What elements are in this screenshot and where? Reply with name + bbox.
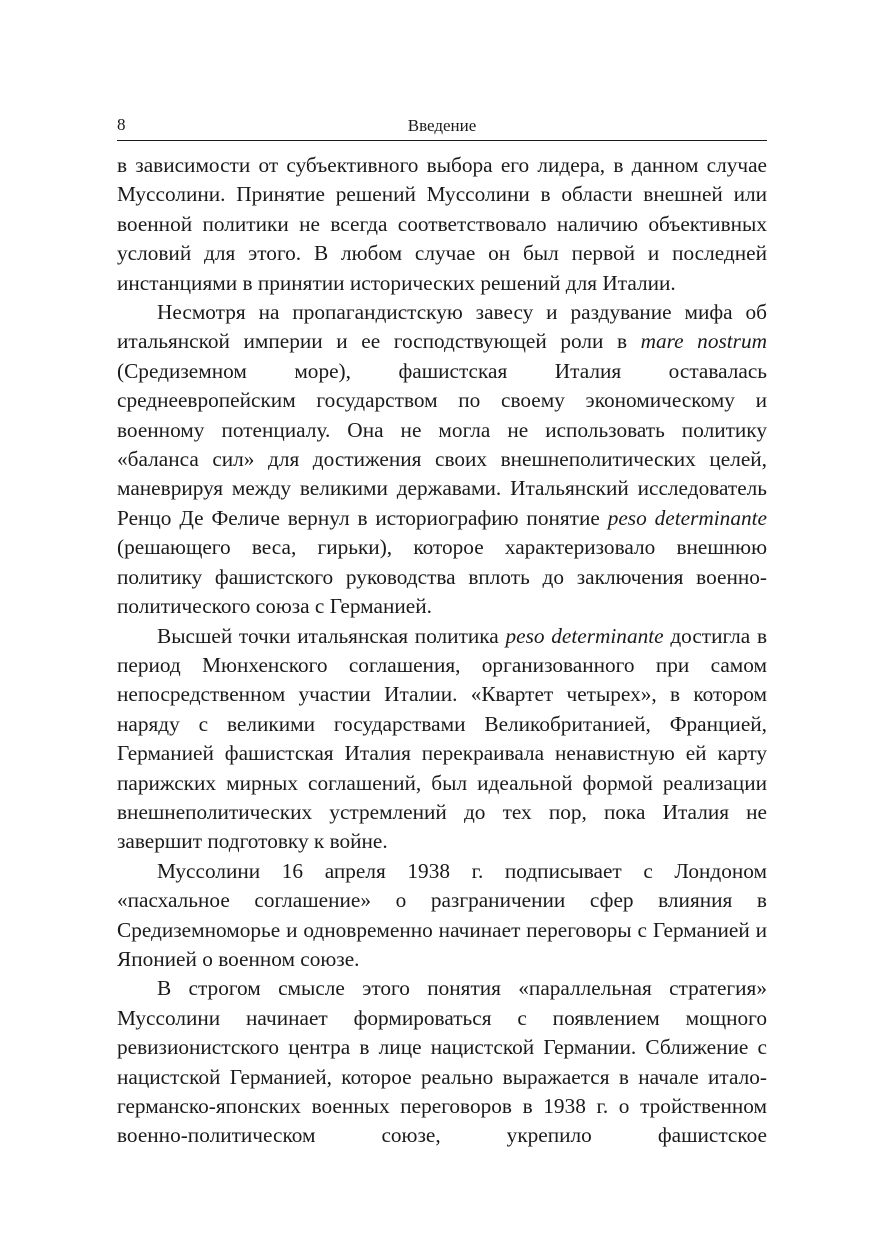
paragraph-5 bbox=[117, 974, 767, 1150]
paragraph-1-text: в зависимости от субъективного выбора его лидера, в данном случае Муссолини. Принятие решений Муссолини в области внешней или военной политики не всегда соответствовало наличию объективных условий для этого. В любом случае он был первой и последней инстанциями в принятии исторических решений для Италии. bbox=[117, 153, 767, 295]
paragraph-5-text: В строгом смысле этого понятия «параллельная стратегия» Муссолини начинает формироваться с появлением мощного ревизионистского центра в лице нацистской Германии. Сближение с нацистской Германией, которое реально выражается в начале итало-германско-японских военных переговоров в 1938 г. о тройственном военно-политическом союзе, укрепило фашистское bbox=[117, 976, 767, 1148]
paragraph-2 bbox=[117, 298, 767, 621]
paragraph-2-term-mare-nostrum: mare nostrum bbox=[640, 329, 767, 354]
paragraph-1 bbox=[117, 151, 767, 298]
paragraph-3-term-peso-determinante: peso determinante bbox=[505, 623, 664, 648]
paragraph-2-term-peso-determinante: peso determinante bbox=[607, 505, 767, 530]
paragraph-3 bbox=[117, 622, 767, 857]
body-text bbox=[117, 151, 767, 1151]
paragraph-3-text-a: Высшей точки итальянская политика bbox=[157, 623, 506, 648]
paragraph-3-text-b: достигла в период Мюнхенского соглашения, организованного при самом непосредственном участии Италии. «Квартет четырех», в котором наряду с великими государствами Великобританией, Францией, Германией фашистская Италия перекраивала ненавистную ей карту парижских мирных соглашений, был идеальной формой реализации внешнеполитических устремлений до тех пор, пока Италия не завершит подготовку к войне. bbox=[117, 623, 767, 854]
paragraph-2-text-b: (Средиземном море), фашистская Италия оставалась среднеевропейским государством по своему экономическому и военному потенциалу. Она не могла не использовать политику «баланса сил» для достижения своих внешнеполитических целей, маневрируя между великими державами. Итальянский исследователь Ренцо Де Феличе вернул в историографию понятие bbox=[117, 358, 767, 530]
paragraph-2-text-a: Несмотря на пропагандистскую завесу и раздувание мифа об итальянской империи и ее господствующей роли в bbox=[117, 300, 767, 354]
paragraph-4-text: Муссолини 16 апреля 1938 г. подписывает с Лондоном «пасхальное соглашение» о разграничении сфер влияния в Средиземноморье и одновременно начинает переговоры с Германией и Японией о военном союзе. bbox=[117, 858, 767, 971]
running-title: Введение bbox=[407, 116, 477, 135]
paragraph-2-text-c: (решающего веса, гирьки), которое характеризовало внешнюю политику фашистского руководства вплоть до заключения военно-политического союза с Германией. bbox=[117, 535, 767, 619]
page-number: 8 bbox=[117, 115, 126, 134]
paragraph-4 bbox=[117, 857, 767, 975]
running-header bbox=[117, 114, 767, 141]
